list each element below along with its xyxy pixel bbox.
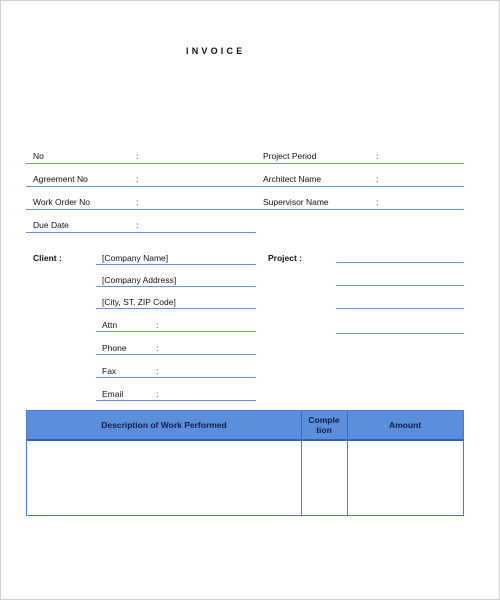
work-table (26, 410, 464, 516)
project-line-2[interactable] (336, 285, 464, 286)
field-line-work-order-no[interactable] (26, 209, 256, 210)
cell-completion[interactable] (302, 439, 347, 515)
client-line-email[interactable] (96, 400, 256, 401)
field-label-no: No (33, 151, 44, 161)
field-sep-agreement-no: : (136, 174, 139, 184)
client-city-st-zip: [City, ST, ZIP Code] (102, 297, 176, 307)
field-label-architect-name: Architect Name (263, 174, 322, 184)
client-attn-sep: : (156, 320, 159, 330)
client-phone-sep: : (156, 343, 159, 353)
client-attn-label: Attn (102, 320, 118, 330)
col-amount: Amount (388, 420, 422, 430)
client-line-attn[interactable] (96, 331, 256, 332)
client-line-city-st-zip[interactable] (96, 308, 256, 309)
field-line-architect-name[interactable] (256, 186, 464, 187)
project-line-4[interactable] (336, 333, 464, 334)
client-email-label: Email (102, 389, 124, 399)
client-email-sep: : (156, 389, 159, 399)
client-phone-label: Phone (102, 343, 127, 353)
client-label: Client : (33, 253, 62, 263)
field-sep-architect-name: : (376, 174, 379, 184)
invoice-title: INVOICE (186, 46, 246, 56)
client-company-name: [Company Name] (102, 253, 169, 263)
project-line-3[interactable] (336, 308, 464, 309)
field-label-agreement-no: Agreement No (33, 174, 88, 184)
field-line-agreement-no[interactable] (26, 186, 256, 187)
client-line-phone[interactable] (96, 354, 256, 355)
project-label: Project : (268, 253, 303, 263)
field-sep-work-order-no: : (136, 197, 139, 207)
field-sep-due-date: : (136, 220, 139, 230)
client-line-fax[interactable] (96, 377, 256, 378)
field-line-no[interactable] (26, 163, 256, 164)
field-sep-no: : (136, 151, 139, 161)
client-fax-label: Fax (102, 366, 117, 376)
cell-description[interactable] (27, 439, 301, 515)
client-fax-sep: : (156, 366, 159, 376)
field-line-supervisor-name[interactable] (256, 209, 464, 210)
field-label-due-date: Due Date (33, 220, 69, 230)
work-table-header (27, 411, 463, 441)
field-line-project-period[interactable] (256, 163, 464, 164)
field-line-due-date[interactable] (26, 232, 256, 233)
field-label-project-period: Project Period (263, 151, 317, 161)
field-label-work-order-no: Work Order No (33, 197, 90, 207)
field-label-supervisor-name: Supervisor Name (263, 197, 329, 207)
field-sep-project-period: : (376, 151, 379, 161)
client-line-company-name[interactable] (96, 264, 256, 265)
col-completion: Comple tion (308, 415, 340, 435)
field-sep-supervisor-name: : (376, 197, 379, 207)
client-company-address: [Company Address] (102, 275, 177, 285)
cell-amount[interactable] (348, 439, 463, 515)
client-line-company-address[interactable] (96, 286, 256, 287)
col-description: Description of Work Performed (101, 420, 227, 430)
project-line-1[interactable] (336, 262, 464, 263)
